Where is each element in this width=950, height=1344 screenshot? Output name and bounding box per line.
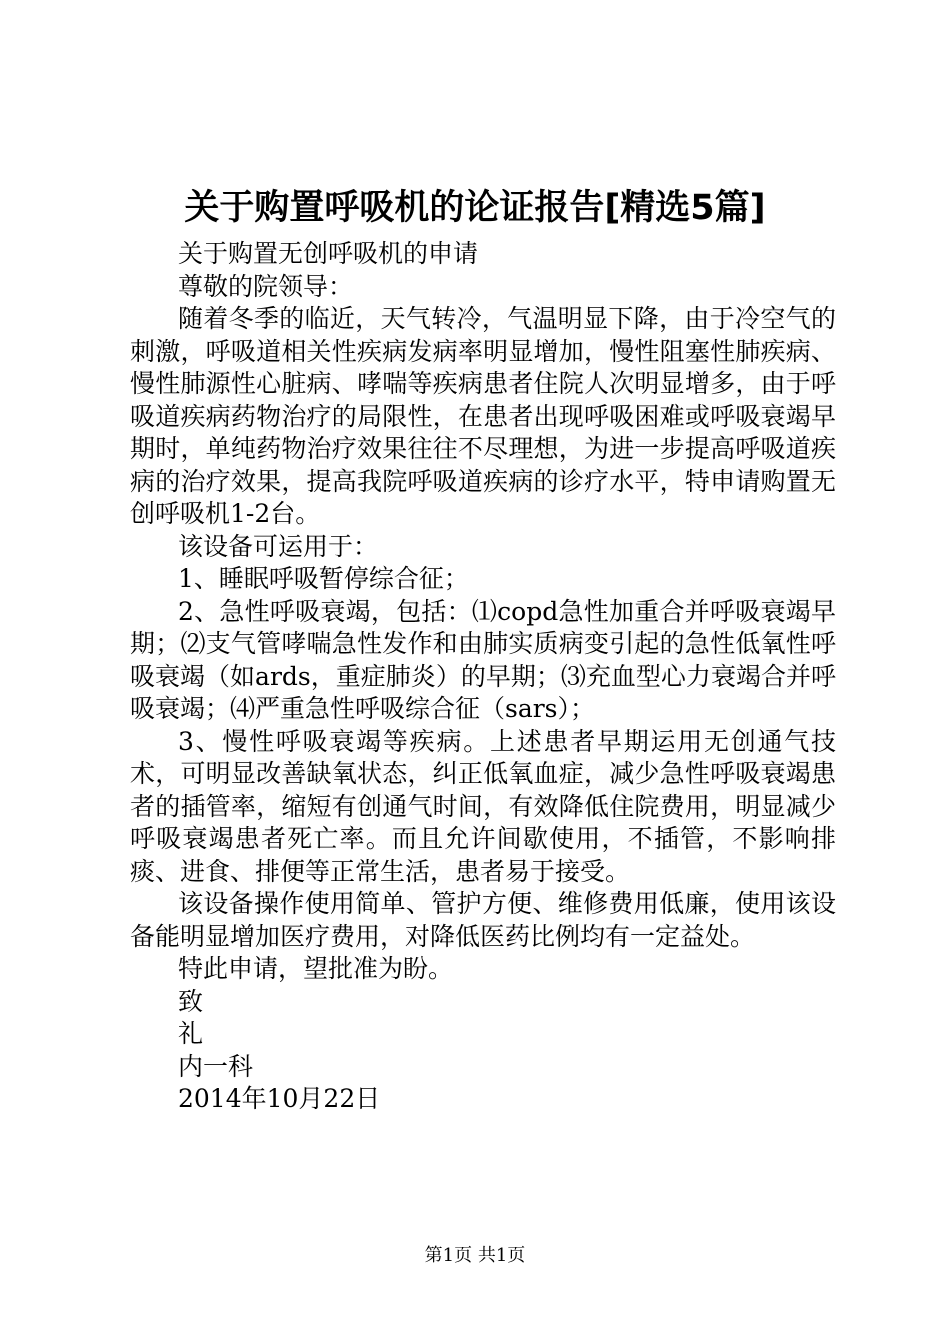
document-subtitle: 关于购置无创呼吸机的申请 — [178, 239, 479, 268]
signature-department: 内一科 — [178, 1051, 254, 1081]
list-item-sleep-apnea: 1、睡眠呼吸暂停综合征； — [178, 564, 469, 593]
closing-zhi: 致 — [178, 986, 204, 1016]
document-body — [130, 238, 836, 1116]
page-number-footer: 第1页 共1页 — [424, 1245, 526, 1266]
salutation: 尊敬的院领导： — [178, 271, 354, 301]
paragraph-request: 特此申请，望批准为盼。 — [178, 954, 454, 983]
paragraph-background: 随着冬季的临近，天气转冷，气温明显下降，由于冷空气的刺激，呼吸道相关性疾病发病率明显增加，慢性阻塞性肺疾病、慢性肺源性心脏病、哮喘等疾病患者住院人次明显增多，由于呼吸道疾病药物治疗的局限性，在患者出现呼吸困难或呼吸衰竭早期时，单纯药物治疗效果往往不尽理想，为进一步提高呼吸道疾病的治疗效果，提高我院呼吸道疾病的诊疗水平，特申请购置无创呼吸机1-2台。 — [130, 304, 836, 528]
list-item-acute-respiratory-failure: 2、急性呼吸衰竭，包括：⑴copd急性加重合并呼吸衰竭早期；⑵支气管哮喘急性发作和由肺实质病变引起的急性低氧性呼吸衰竭（如ards，重症肺炎）的早期；⑶充血型心力衰竭合并呼吸衰竭；⑷严重急性呼吸综合征（sars）； — [130, 596, 836, 723]
document-title: 关于购置呼吸机的论证报告[精选5篇] — [184, 188, 766, 228]
signature-date: 2014年10月22日 — [178, 1084, 381, 1113]
list-item-chronic-respiratory-failure: 3、慢性呼吸衰竭等疾病。上述患者早期运用无创通气技术，可明显改善缺氧状态，纠正低氧血症，减少急性呼吸衰竭患者的插管率，缩短有创通气时间，有效降低住院费用，明显减少呼吸衰竭患者死亡率。而且允许间歇使用，不插管，不影响排痰、进食、排便等正常生活，患者易于接受。 — [130, 726, 836, 886]
closing-li: 礼 — [178, 1019, 204, 1048]
paragraph-applicable-intro: 该设备可运用于： — [178, 531, 379, 561]
paragraph-equipment-benefits: 该设备操作使用简单、管护方便、维修费用低廉，使用该设备能明显增加医疗费用，对降低医药比例均有一定益处。 — [130, 889, 836, 951]
